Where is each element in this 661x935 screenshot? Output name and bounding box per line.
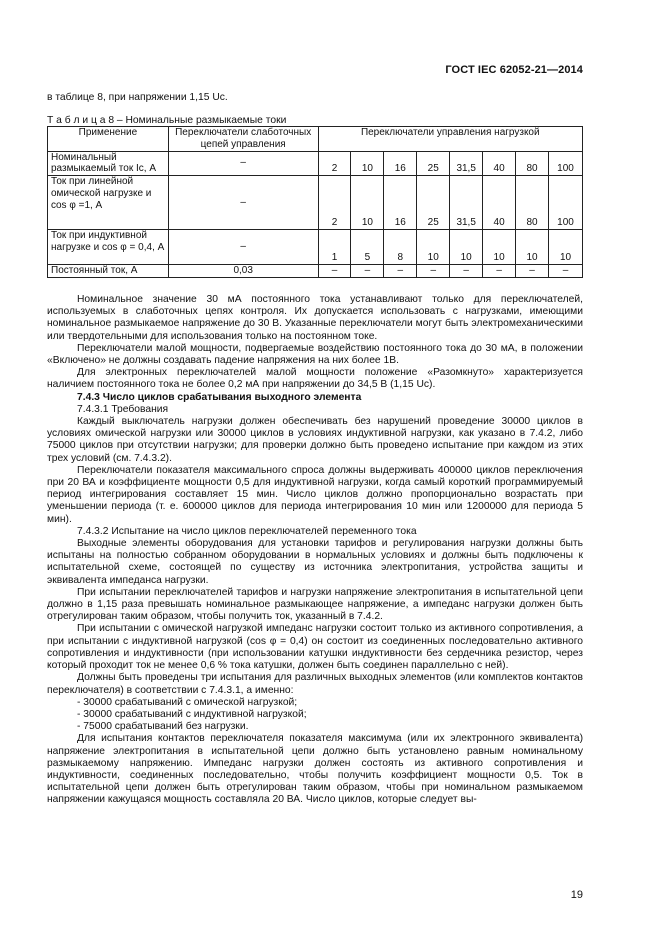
load-current-value: 100	[549, 151, 583, 176]
paragraph: Должны быть проведены три испытания для различных выходных элементов (или комплектов контактов переключателя) в соответствии с 7.4.3.1, а именно:	[47, 672, 583, 696]
paragraph: При испытании с омической нагрузкой импеданс нагрузки состоит только из активного сопротивления, а при испытании с индуктивной нагрузкой (cos φ = 0,4) он состоит из соединенных последовательно активного сопротивления и индуктивности (при использовании катушки индуктивности без сердечника резистор, через который проходит ток не менее 0,6 % тока катушки, должен быть соединен параллельно с ней).	[47, 623, 583, 672]
row-label: Ток при линейной омической нагрузке и cos φ =1, А	[48, 176, 169, 230]
table-row	[48, 230, 583, 265]
load-current-value: –	[384, 265, 417, 278]
rated-currents-table	[47, 126, 583, 278]
header-weak-current-switches: Переключатели слаботочных цепей управления	[168, 127, 318, 152]
row-label: Постоянный ток, А	[48, 265, 169, 278]
load-current-value: 10	[351, 151, 384, 176]
weak-current-value: –	[168, 151, 318, 176]
load-current-value: 25	[417, 176, 450, 230]
load-current-value: 10	[417, 230, 450, 265]
row-label: Номинальный размыкаемый ток Iс, А	[48, 151, 169, 176]
load-current-value: 10	[351, 176, 384, 230]
load-current-value: 10	[483, 230, 516, 265]
load-current-value: 31,5	[450, 151, 483, 176]
load-current-value: 2	[318, 151, 351, 176]
paragraph: Для электронных переключателей малой мощности положение «Разомкнуто» характеризуется наличием постоянного тока не более 0,2 мА при напряжении до 34,5 В (1,15 Uс).	[47, 367, 583, 391]
load-current-value: 80	[516, 176, 549, 230]
list-item: - 30000 срабатываний с омической нагрузкой;	[77, 696, 298, 708]
load-current-value: 8	[384, 230, 417, 265]
table-row	[48, 151, 583, 176]
load-current-value: 25	[417, 151, 450, 176]
load-current-value: –	[450, 265, 483, 278]
weak-current-value: –	[168, 230, 318, 265]
header-application: Применение	[48, 127, 169, 152]
paragraph: При испытании переключателей тарифов и нагрузки напряжение электропитания в испытательной цепи должно в 1,15 раза превышать номинальное размыкающее напряжение, а импеданс нагрузки должен быть отрегулирован таким образом, чтобы получить ток, указанный в 7.4.2.	[47, 586, 583, 623]
load-current-value: 5	[351, 230, 384, 265]
load-current-value: 40	[483, 176, 516, 230]
paragraph: 7.4.3.1 Требования	[77, 403, 169, 415]
table-row	[48, 265, 583, 278]
table-row	[48, 176, 583, 230]
load-current-value: 31,5	[450, 176, 483, 230]
load-current-value: 10	[450, 230, 483, 265]
weak-current-value: 0,03	[168, 265, 318, 278]
header-load-switches: Переключатели управления нагрузкой	[318, 127, 582, 152]
load-current-value: –	[351, 265, 384, 278]
list-item: - 30000 срабатываний с индуктивной нагрузкой;	[77, 708, 307, 720]
paragraph: Для испытания контактов переключателя показателя максимума (или их электронного эквивалента) напряжение электропитания в испытательной цепи должно быть установлено равным номинальному размыкаемому напряжению. Импеданс нагрузки должен состоять из активного сопротивления и индуктивности, соединенных последовательно, чтобы получить коэффициент мощности 0,5. Ток в испытательной цепи должен быть отрегулирован таким образом, чтобы при номинальном размыкаемом напряжении кажущаяся мощность составляла 20 ВА. Число циклов, которые следует вы-	[47, 733, 583, 806]
paragraph: Переключатели показателя максимального спроса должны выдерживать 400000 циклов переключения при 20 ВА и коэффициенте мощности 0,5 для индуктивной нагрузки, когда самый короткий программируемый период интегрирования составляет 15 мин. Число циклов должно пропорционально возрастать при уменьшении периода (т. е. 600000 циклов для периода интегрирования 10 мин или 1200000 для периода 5 мин).	[47, 464, 583, 525]
load-current-value: 2	[318, 176, 351, 230]
intro-line: в таблице 8, при напряжении 1,15 Uс.	[47, 92, 228, 103]
standard-header: ГОСТ IEC 62052-21—2014	[445, 64, 583, 76]
load-current-value: –	[318, 265, 351, 278]
load-current-value: –	[516, 265, 549, 278]
load-current-value: 100	[549, 176, 583, 230]
table-header-row	[48, 127, 583, 152]
page-number: 19	[570, 889, 583, 901]
load-current-value: –	[417, 265, 450, 278]
load-current-value: 10	[516, 230, 549, 265]
load-current-value: –	[549, 265, 583, 278]
paragraph: Номинальное значение 30 мА постоянного тока устанавливают только для переключателей, используемых в слаботочных цепях контроля. Их допускается использовать с нагрузками, имеющими номинальное размыкаемое напряжение до 30 В. Указанные переключатели могут быть электромеханическими или твердотельными для использования только на постоянном токе.	[47, 294, 583, 342]
load-current-value: 10	[549, 230, 583, 265]
load-current-value: –	[483, 265, 516, 278]
load-current-value: 1	[318, 230, 351, 265]
table-caption: Т а б л и ц а 8 – Номинальные размыкаемые токи	[47, 115, 287, 126]
paragraph: Выходные элементы оборудования для установки тарифов и регулирования нагрузки должны быть испытаны на полностью собранном оборудовании в нормальных условиях и должны быть подключены к испытательной схеме, состоящей по существу из источника электропитания, устройства защиты и эквивалента импеданса нагрузки.	[47, 538, 583, 586]
section-heading: 7.4.3 Число циклов срабатывания выходного элемента	[77, 391, 362, 403]
paragraph: Каждый выключатель нагрузки должен обеспечивать без нарушений проведение 30000 циклов в условиях омической нагрузки или 30000 циклов в условиях индуктивной нагрузки, как указано в 7.4.2, либо 75000 циклов при отсутствии нагрузки; для проверки должно быть проведено испытание при каждом из этих трех условий (см. 7.4.3.2).	[47, 416, 583, 464]
weak-current-value: –	[168, 176, 318, 230]
list-item: - 75000 срабатываний без нагрузки.	[77, 721, 249, 733]
paragraph: Переключатели малой мощности, подвергаемые воздействию постоянного тока до 30 мА, в положении «Включено» не должны создавать падение напряжения на них более 1В.	[47, 342, 583, 367]
body-text	[47, 294, 583, 807]
row-label: Ток при индуктивной нагрузке и cos φ = 0,4, А	[48, 230, 169, 265]
load-current-value: 16	[384, 151, 417, 176]
load-current-value: 40	[483, 151, 516, 176]
paragraph: 7.4.3.2 Испытание на число циклов переключателей переменного тока	[77, 525, 417, 537]
load-current-value: 16	[384, 176, 417, 230]
load-current-value: 80	[516, 151, 549, 176]
